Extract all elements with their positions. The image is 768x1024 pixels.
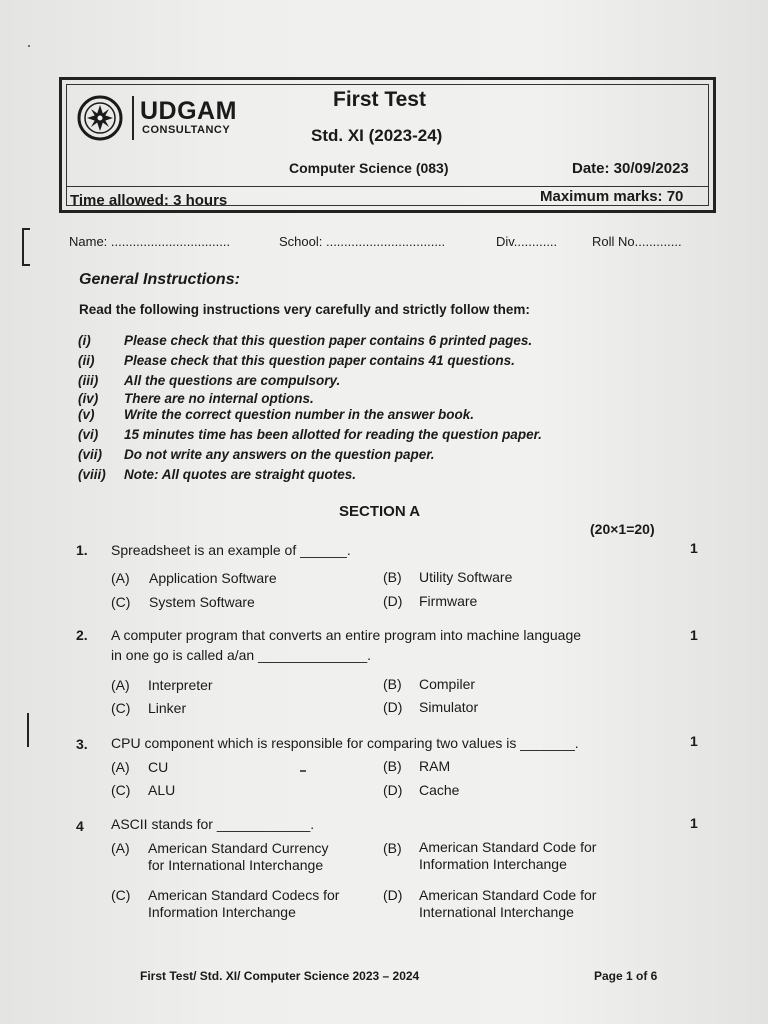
question-text: CPU component which is responsible for comparing two values is _______. <box>111 735 579 751</box>
option-label: (D) <box>383 782 403 798</box>
instruction-number: (viii) <box>78 467 106 482</box>
option-label: (B) <box>383 569 402 585</box>
option-text: Compiler <box>419 676 476 692</box>
roll-number-field: Roll No............. <box>592 234 682 249</box>
option-text: Linker <box>148 700 187 716</box>
instruction-text: Please check that this question paper contains 6 printed pages. <box>124 333 533 348</box>
option-text: American Standard Code for <box>419 839 597 855</box>
question-text: A computer program that converts an entire program into machine language <box>111 627 582 643</box>
question-marks: 1 <box>690 627 698 643</box>
instruction-number: (ii) <box>78 353 95 368</box>
time-allowed: Time allowed: 3 hours <box>70 192 228 209</box>
option-text: Simulator <box>419 699 479 715</box>
brand-subtitle: CONSULTANCY <box>142 124 231 136</box>
question-number: 3. <box>76 736 88 752</box>
question-text-line-2: in one go is called a/an ______________. <box>111 647 371 663</box>
option-text: Cache <box>419 782 460 798</box>
option-label: (B) <box>383 758 402 774</box>
question-marks: 1 <box>690 540 698 556</box>
option-label: (C) <box>111 594 131 610</box>
option-label: (A) <box>111 570 130 586</box>
option-label: (D) <box>383 699 403 715</box>
instruction-number: (v) <box>78 407 95 422</box>
instruction-text: Write the correct question number in the answer book. <box>124 407 475 422</box>
option-label: (C) <box>111 887 131 903</box>
margin-line-mark <box>27 713 29 747</box>
margin-bracket-mark <box>22 228 30 266</box>
subject: Computer Science (083) <box>289 160 449 176</box>
section-title: SECTION A <box>339 503 421 520</box>
option-text: American Standard Codecs for <box>148 887 340 903</box>
page-footer: First Test/ Std. XI/ Computer Science 2023 – 2024 <box>140 969 420 983</box>
test-title: First Test <box>333 88 426 111</box>
instruction-text: Please check that this question paper contains 41 questions. <box>124 353 515 368</box>
name-field: Name: ................................. <box>69 234 231 249</box>
maximum-marks: Maximum marks: 70 <box>540 188 684 205</box>
brand-name: UDGAM <box>140 97 237 125</box>
option-label: (C) <box>111 782 131 798</box>
school-field: School: ................................. <box>279 234 446 249</box>
option-text: Utility Software <box>419 569 513 585</box>
instruction-number: (i) <box>78 333 91 348</box>
option-text: CU <box>148 759 169 775</box>
instruction-text: All the questions are compulsory. <box>124 373 341 388</box>
option-label: (B) <box>383 840 402 856</box>
option-text: ALU <box>148 782 176 798</box>
option-text-line-2: for International Interchange <box>148 857 324 873</box>
option-label: (B) <box>383 676 402 692</box>
instruction-text: Note: All quotes are straight quotes. <box>124 467 357 482</box>
division-field: Div............ <box>496 234 558 249</box>
test-date: Date: 30/09/2023 <box>572 160 689 177</box>
option-label: (A) <box>111 759 130 775</box>
logo-divider <box>132 96 134 140</box>
option-text-line-2: Information Interchange <box>419 856 567 872</box>
option-text: American Standard Code for <box>419 887 597 903</box>
option-text: Interpreter <box>148 677 213 693</box>
ink-smudge <box>300 770 306 772</box>
paper-speck <box>28 45 30 47</box>
instruction-number: (vi) <box>78 427 99 442</box>
question-marks: 1 <box>690 815 698 831</box>
option-text: Application Software <box>149 570 277 586</box>
option-text: RAM <box>419 758 451 774</box>
option-label: (A) <box>111 840 130 856</box>
option-text: Firmware <box>419 593 478 609</box>
udgam-logo-icon <box>74 94 126 142</box>
option-label: (C) <box>111 700 131 716</box>
option-label: (D) <box>383 887 403 903</box>
question-number: 4 <box>76 818 84 834</box>
option-label: (D) <box>383 593 403 609</box>
option-text-line-2: Information Interchange <box>148 904 296 920</box>
question-text: ASCII stands for ____________. <box>111 816 315 832</box>
question-number: 1. <box>76 542 88 558</box>
instructions-lead: Read the following instructions very carefully and strictly follow them: <box>79 302 530 317</box>
question-marks: 1 <box>690 733 698 749</box>
option-text: American Standard Currency <box>148 840 329 856</box>
instruction-number: (iii) <box>78 373 99 388</box>
option-text: System Software <box>149 594 255 610</box>
instruction-text: 15 minutes time has been allotted for reading the question paper. <box>124 427 542 442</box>
question-number: 2. <box>76 627 88 643</box>
option-label: (A) <box>111 677 130 693</box>
section-marks: (20×1=20) <box>590 521 655 537</box>
standard-year: Std. XI (2023-24) <box>311 126 443 145</box>
instruction-number: (vii) <box>78 447 103 462</box>
question-text: Spreadsheet is an example of ______. <box>111 542 351 558</box>
general-instructions-heading: General Instructions: <box>79 271 240 288</box>
instruction-text: There are no internal options. <box>124 391 314 406</box>
instruction-number: (iv) <box>78 391 99 406</box>
page-number: Page 1 of 6 <box>594 969 658 983</box>
option-text-line-2: International Interchange <box>419 904 574 920</box>
instruction-text: Do not write any answers on the question paper. <box>124 447 435 462</box>
